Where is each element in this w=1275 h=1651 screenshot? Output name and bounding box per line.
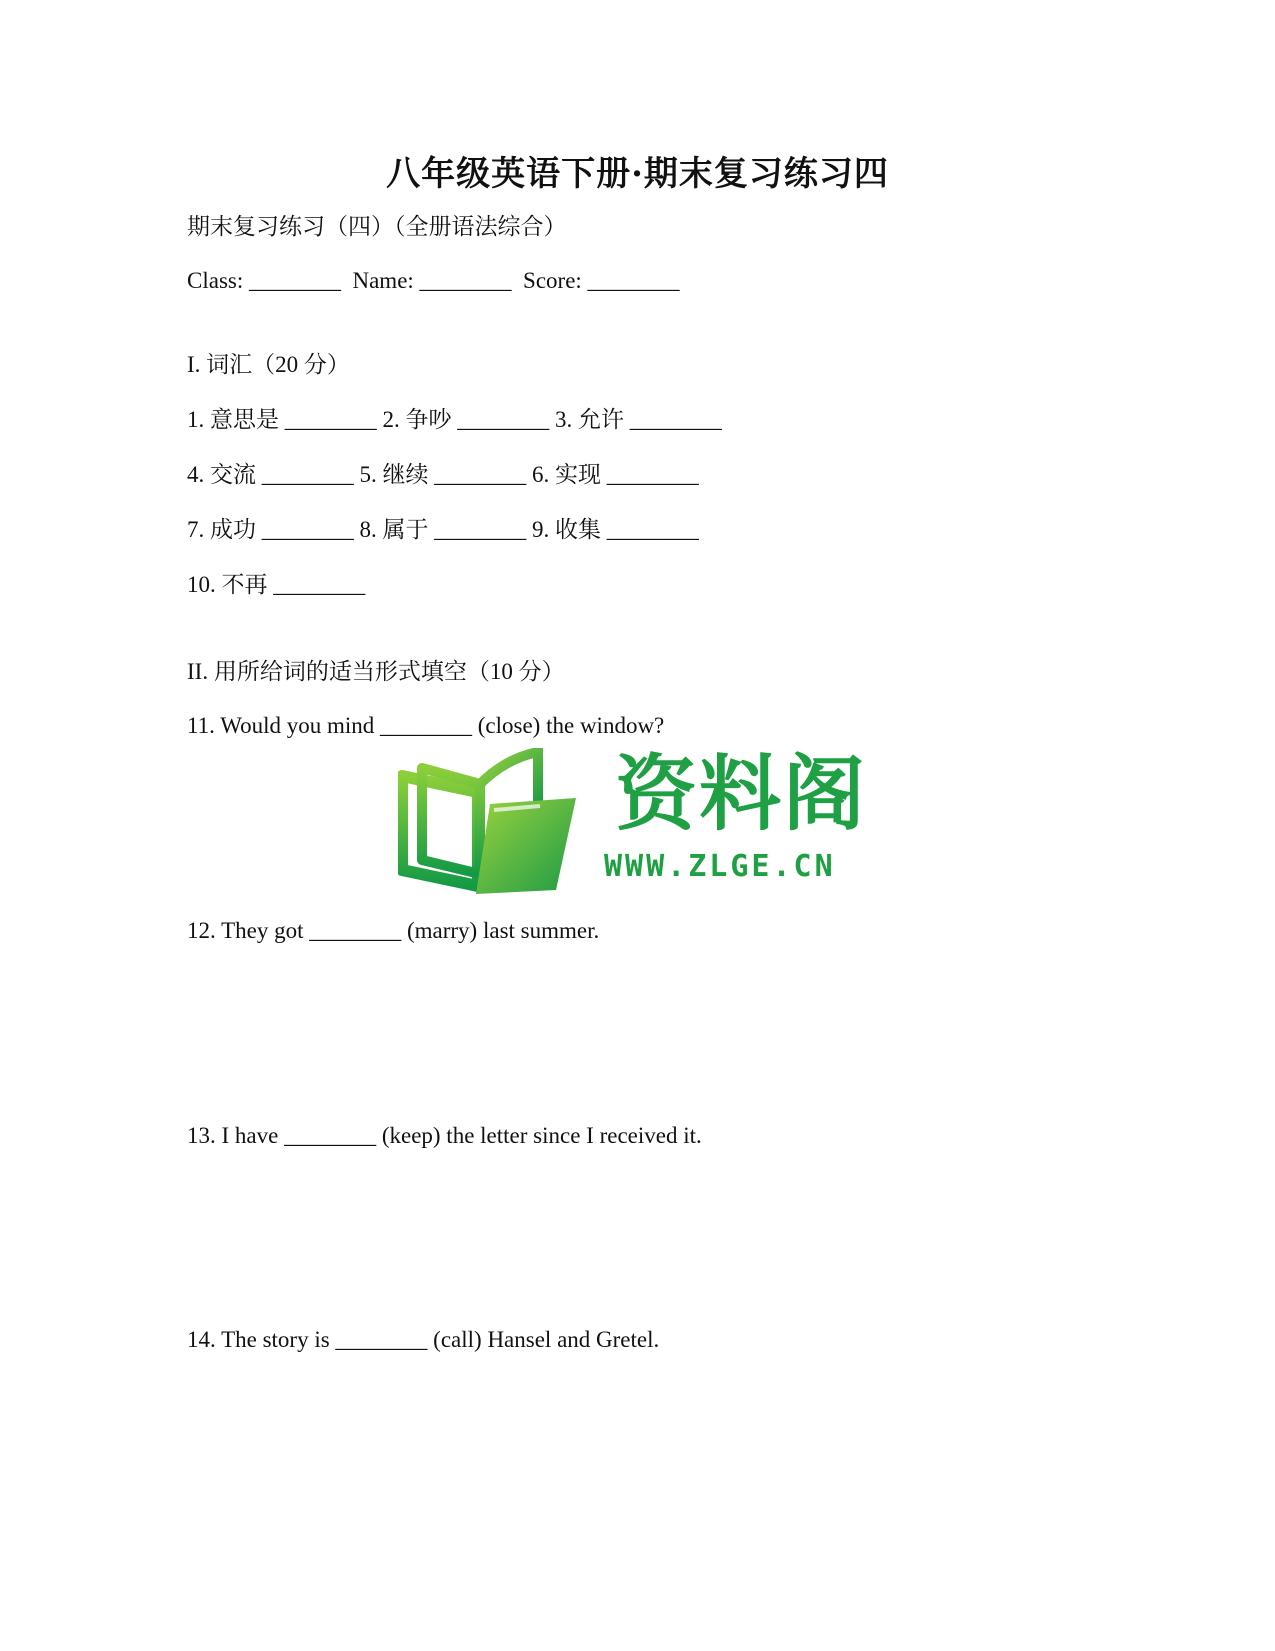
- document-title: 八年级英语下册·期末复习练习四: [386, 154, 889, 194]
- vocab-row-1: 1. 意思是 ________ 2. 争吵 ________ 3. 允许 ________: [187, 407, 722, 432]
- question-14: 14. The story is ________ (call) Hansel and Gretel.: [187, 1327, 660, 1352]
- watermark-brand: 资料阁: [615, 747, 868, 842]
- book-logo-icon: [398, 748, 598, 898]
- section-1-heading: I. 词汇（20 分）: [187, 352, 350, 377]
- student-info-line: Class: ________ Name: ________ Score: ________: [187, 268, 680, 293]
- vocab-row-2: 4. 交流 ________ 5. 继续 ________ 6. 实现 ________: [187, 462, 699, 487]
- watermark-url: WWW.ZLGE.CN: [604, 849, 836, 884]
- section-2-heading: II. 用所给词的适当形式填空（10 分）: [187, 659, 565, 684]
- document-subtitle: 期末复习练习（四）（全册语法综合）: [187, 214, 567, 239]
- question-11: 11. Would you mind ________ (close) the window?: [187, 713, 665, 738]
- question-13: 13. I have ________ (keep) the letter since I received it.: [187, 1123, 702, 1148]
- question-12: 12. They got ________ (marry) last summer.: [187, 918, 600, 943]
- vocab-row-4: 10. 不再 ________: [187, 572, 366, 597]
- vocab-row-3: 7. 成功 ________ 8. 属于 ________ 9. 收集 ________: [187, 517, 699, 542]
- zlge-watermark: [398, 748, 868, 898]
